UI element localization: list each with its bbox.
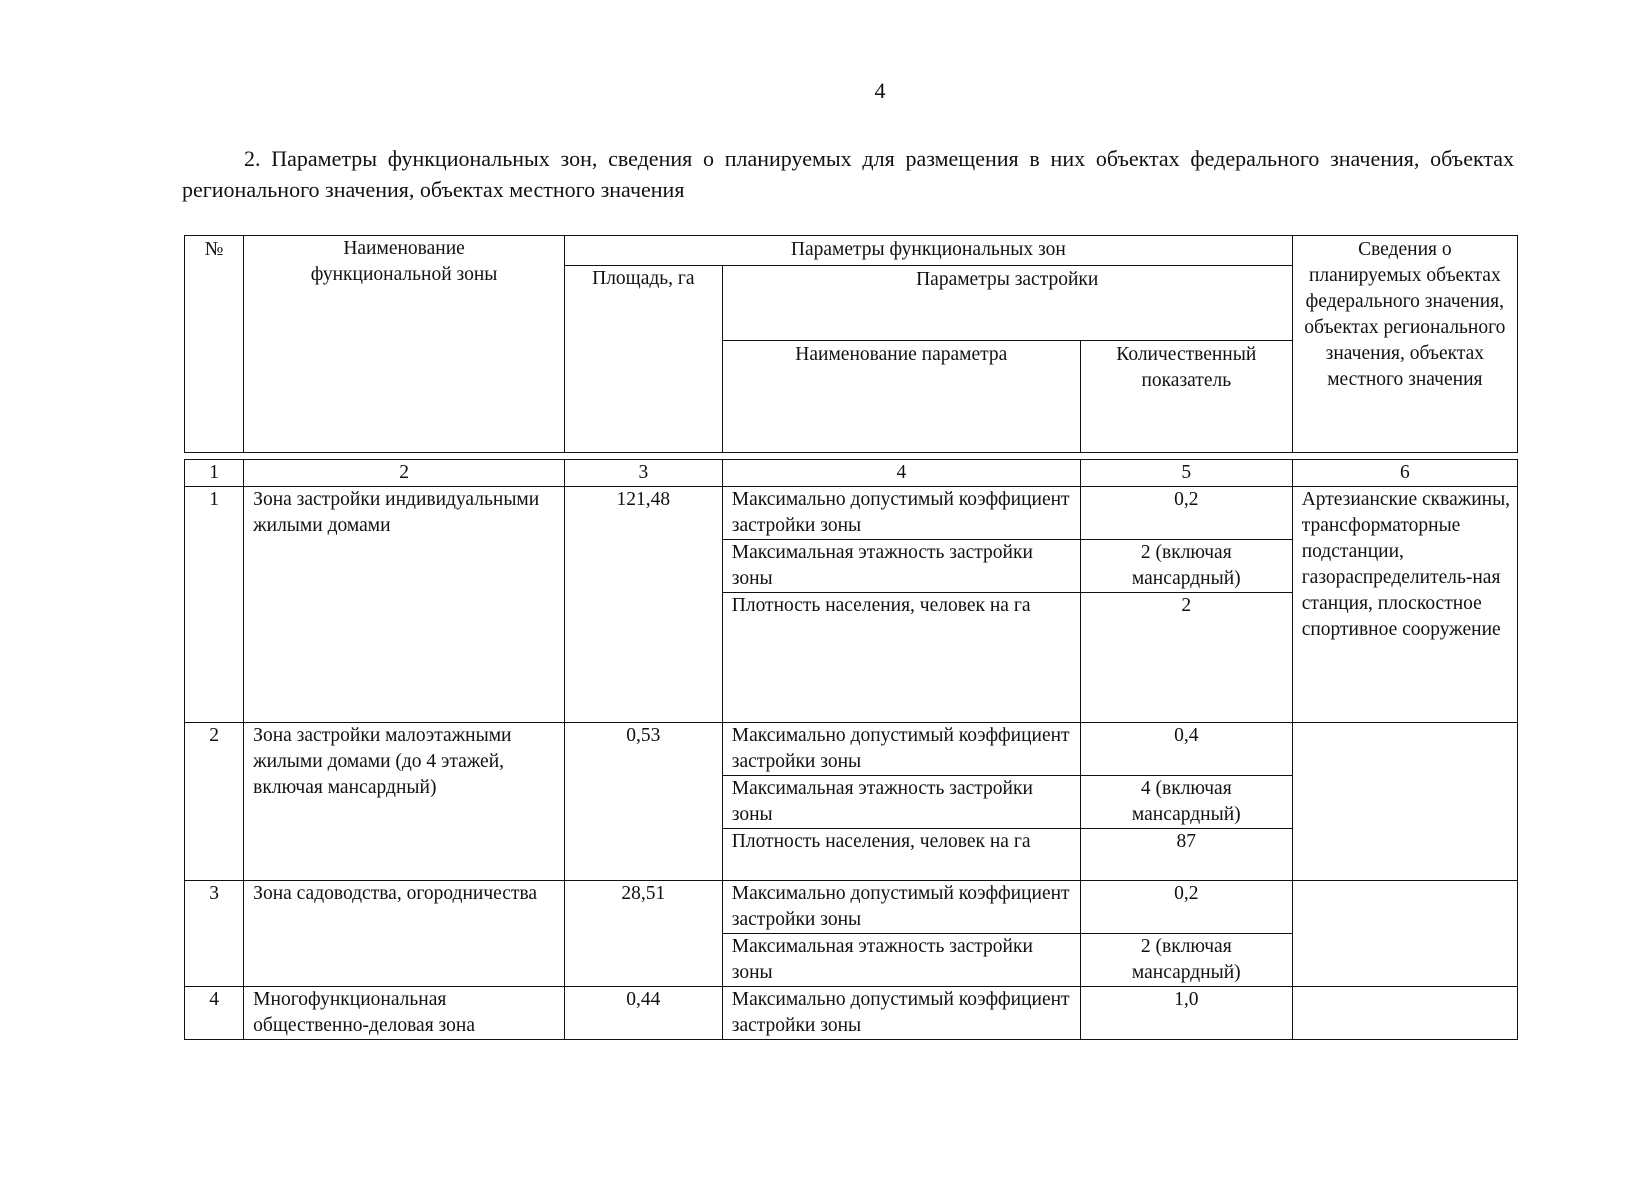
header-zone-name: Наименование функциональной зоны (244, 236, 565, 453)
table-row (185, 987, 1518, 1040)
param-name: Максимально допустимый коэффициент застройки зоны (722, 987, 1080, 1040)
row-number: 1 (185, 487, 244, 723)
zone-area: 0,53 (564, 723, 722, 881)
zone-area: 0,44 (564, 987, 722, 1040)
header-area: Площадь, га (564, 266, 722, 453)
zone-name: Зона застройки индивидуальными жилыми домами (244, 487, 565, 723)
page-number: 4 (874, 78, 886, 103)
param-name: Максимально допустимый коэффициент застройки зоны (722, 723, 1080, 776)
column-number: 5 (1080, 460, 1292, 487)
param-value: 0,2 (1080, 881, 1292, 934)
column-number: 4 (722, 460, 1080, 487)
zone-name: Зона садоводства, огородничества (244, 881, 565, 987)
param-name: Плотность населения, человек на га (722, 829, 1080, 881)
param-name: Максимальная этажность застройки зоны (722, 934, 1080, 987)
header-objects-info: Сведения о планируемых объектах федерального значения, объектах регионального значения, объектах местного значения (1292, 236, 1517, 453)
column-numbers-row (185, 460, 1518, 487)
param-value: 1,0 (1080, 987, 1292, 1040)
column-number: 6 (1292, 460, 1517, 487)
header-zone-params: Параметры функциональных зон (564, 236, 1292, 266)
param-name: Максимальная этажность застройки зоны (722, 776, 1080, 829)
param-value: 87 (1080, 829, 1292, 881)
objects-info (1292, 987, 1517, 1040)
header-build-params: Параметры застройки (722, 266, 1292, 341)
section-heading: 2. Параметры функциональных зон, сведения о планируемых для размещения в них объектах федерального значения, объектах регионального значения, объектах местного значения (182, 146, 1514, 202)
column-number: 3 (564, 460, 722, 487)
table-row (185, 723, 1518, 776)
param-value: 0,4 (1080, 723, 1292, 776)
zone-area: 28,51 (564, 881, 722, 987)
header-param-value: Количественный показатель (1080, 341, 1292, 453)
row-number: 4 (185, 987, 244, 1040)
param-value: 2 (включая мансардный) (1080, 540, 1292, 593)
header-no: № (185, 236, 244, 453)
param-value: 2 (1080, 593, 1292, 723)
table-row (185, 881, 1518, 934)
param-name: Максимально допустимый коэффициент застройки зоны (722, 487, 1080, 540)
param-value: 4 (включая мансардный) (1080, 776, 1292, 829)
zone-name: Многофункциональная общественно-деловая зона (244, 987, 565, 1040)
param-value: 0,2 (1080, 487, 1292, 540)
param-name: Максимальная этажность застройки зоны (722, 540, 1080, 593)
column-number: 2 (244, 460, 565, 487)
param-name: Плотность населения, человек на га (722, 593, 1080, 723)
row-number: 3 (185, 881, 244, 987)
zone-area: 121,48 (564, 487, 722, 723)
objects-info (1292, 723, 1517, 881)
header-param-name: Наименование параметра (722, 341, 1080, 453)
objects-info (1292, 881, 1517, 987)
zones-table (184, 459, 1518, 1040)
param-name: Максимально допустимый коэффициент застройки зоны (722, 881, 1080, 934)
column-number: 1 (185, 460, 244, 487)
row-number: 2 (185, 723, 244, 881)
param-value: 2 (включая мансардный) (1080, 934, 1292, 987)
table-header (184, 235, 1518, 453)
table-row (185, 487, 1518, 540)
zone-name: Зона застройки малоэтажными жилыми домами (до 4 этажей, включая мансардный) (244, 723, 565, 881)
objects-info: Артезианские скважины, трансформаторные подстанции, газораспределитель-ная станция, плоскостное спортивное сооружение (1292, 487, 1517, 723)
